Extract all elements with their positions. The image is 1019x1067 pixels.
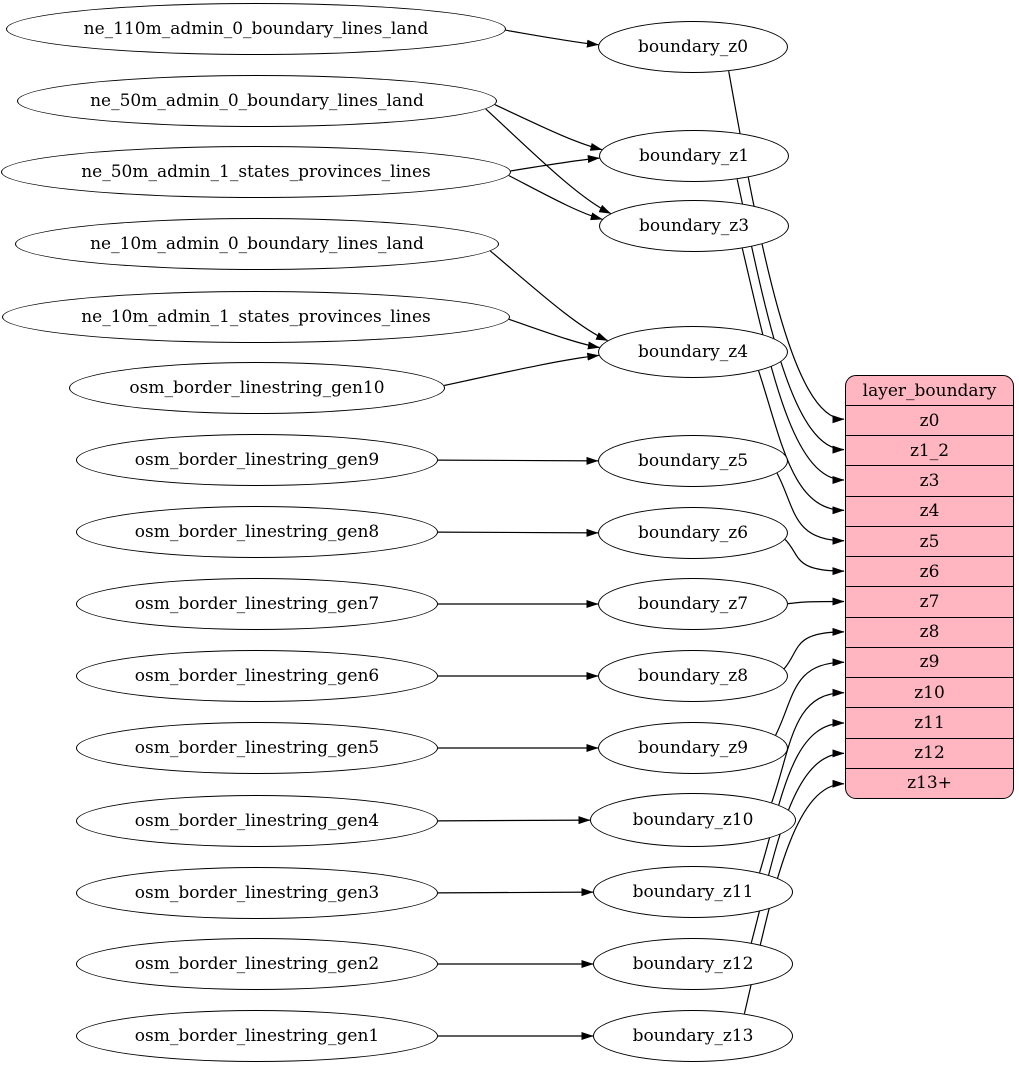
table-row-z7: z7 xyxy=(846,586,1013,616)
node-osm_border_linestring_gen8: osm_border_linestring_gen8 xyxy=(76,506,438,558)
table-row-z1_2: z1_2 xyxy=(846,435,1013,465)
node-osm_border_linestring_gen10: osm_border_linestring_gen10 xyxy=(69,362,445,414)
edge-boundary_z12-to-row-z12 xyxy=(751,753,844,943)
table-row-z5: z5 xyxy=(846,526,1013,556)
edge-ne_50m_admin_0_boundary_lines_land-to-boundary_z1 xyxy=(495,105,602,150)
node-boundary_z9: boundary_z9 xyxy=(598,722,788,774)
table-row-z4: z4 xyxy=(846,496,1013,526)
table-row-z12: z12 xyxy=(846,738,1013,768)
edge-ne_10m_admin_0_boundary_lines_land-to-boundary_z4 xyxy=(490,251,607,341)
node-boundary_z5: boundary_z5 xyxy=(598,435,788,487)
node-boundary_z4: boundary_z4 xyxy=(598,326,788,378)
table-row-z10: z10 xyxy=(846,677,1013,707)
layer-boundary-table xyxy=(845,375,1014,799)
table-row-z0: z0 xyxy=(846,405,1013,435)
edge-ne_110m_admin_0_boundary_lines_land-to-boundary_z0 xyxy=(506,30,599,45)
node-osm_border_linestring_gen4: osm_border_linestring_gen4 xyxy=(76,795,438,847)
node-boundary_z13: boundary_z13 xyxy=(593,1010,793,1062)
node-boundary_z11: boundary_z11 xyxy=(593,866,793,918)
node-boundary_z1: boundary_z1 xyxy=(599,130,789,182)
edge-osm_border_linestring_gen4-to-boundary_z10 xyxy=(438,820,590,821)
node-boundary_z0: boundary_z0 xyxy=(598,21,788,73)
edge-boundary_z7-to-row-z7 xyxy=(788,602,844,604)
edge-ne_50m_admin_0_boundary_lines_land-to-boundary_z3 xyxy=(486,109,611,214)
node-osm_border_linestring_gen1: osm_border_linestring_gen1 xyxy=(76,1010,438,1062)
node-osm_border_linestring_gen9: osm_border_linestring_gen9 xyxy=(76,434,438,486)
node-boundary_z8: boundary_z8 xyxy=(598,650,788,702)
node-osm_border_linestring_gen2: osm_border_linestring_gen2 xyxy=(76,938,438,990)
node-osm_border_linestring_gen7: osm_border_linestring_gen7 xyxy=(76,578,438,630)
edge-ne_50m_admin_1_states_provinces_lines-to-boundary_z1 xyxy=(511,158,600,171)
table-row-z9: z9 xyxy=(846,647,1013,677)
node-osm_border_linestring_gen6: osm_border_linestring_gen6 xyxy=(76,650,438,702)
edge-ne_50m_admin_1_states_provinces_lines-to-boundary_z3 xyxy=(509,176,603,220)
node-boundary_z3: boundary_z3 xyxy=(599,200,789,252)
node-boundary_z6: boundary_z6 xyxy=(598,507,788,559)
node-ne_50m_admin_0_boundary_lines_land: ne_50m_admin_0_boundary_lines_land xyxy=(17,75,497,127)
table-row-z3: z3 xyxy=(846,465,1013,495)
edge-osm_border_linestring_gen10-to-boundary_z4 xyxy=(444,355,599,385)
node-boundary_z12: boundary_z12 xyxy=(593,938,793,990)
edge-boundary_z4-to-row-z4 xyxy=(759,371,844,511)
edge-osm_border_linestring_gen8-to-boundary_z6 xyxy=(438,532,598,533)
edge-osm_border_linestring_gen9-to-boundary_z5 xyxy=(438,460,598,461)
node-boundary_z10: boundary_z10 xyxy=(590,793,796,847)
table-row-z11: z11 xyxy=(846,707,1013,737)
node-ne_50m_admin_1_states_provinces_lines: ne_50m_admin_1_states_provinces_lines xyxy=(1,146,511,198)
table-row-z8: z8 xyxy=(846,617,1013,647)
table-title: layer_boundary xyxy=(862,380,997,401)
node-osm_border_linestring_gen5: osm_border_linestring_gen5 xyxy=(76,722,438,774)
edge-osm_border_linestring_gen3-to-boundary_z11 xyxy=(438,892,593,893)
node-boundary_z7: boundary_z7 xyxy=(598,578,788,630)
edge-boundary_z6-to-row-z6 xyxy=(785,539,844,571)
edge-ne_10m_admin_1_states_provinces_lines-to-boundary_z4 xyxy=(509,319,599,347)
node-ne_110m_admin_0_boundary_lines_land: ne_110m_admin_0_boundary_lines_land xyxy=(6,3,506,55)
table-row-z13+: z13+ xyxy=(846,768,1013,798)
table-row-z6: z6 xyxy=(846,556,1013,586)
node-osm_border_linestring_gen3: osm_border_linestring_gen3 xyxy=(76,867,438,919)
node-ne_10m_admin_0_boundary_lines_land: ne_10m_admin_0_boundary_lines_land xyxy=(15,218,499,270)
table-rows xyxy=(846,405,1013,798)
node-ne_10m_admin_1_states_provinces_lines: ne_10m_admin_1_states_provinces_lines xyxy=(2,291,510,343)
